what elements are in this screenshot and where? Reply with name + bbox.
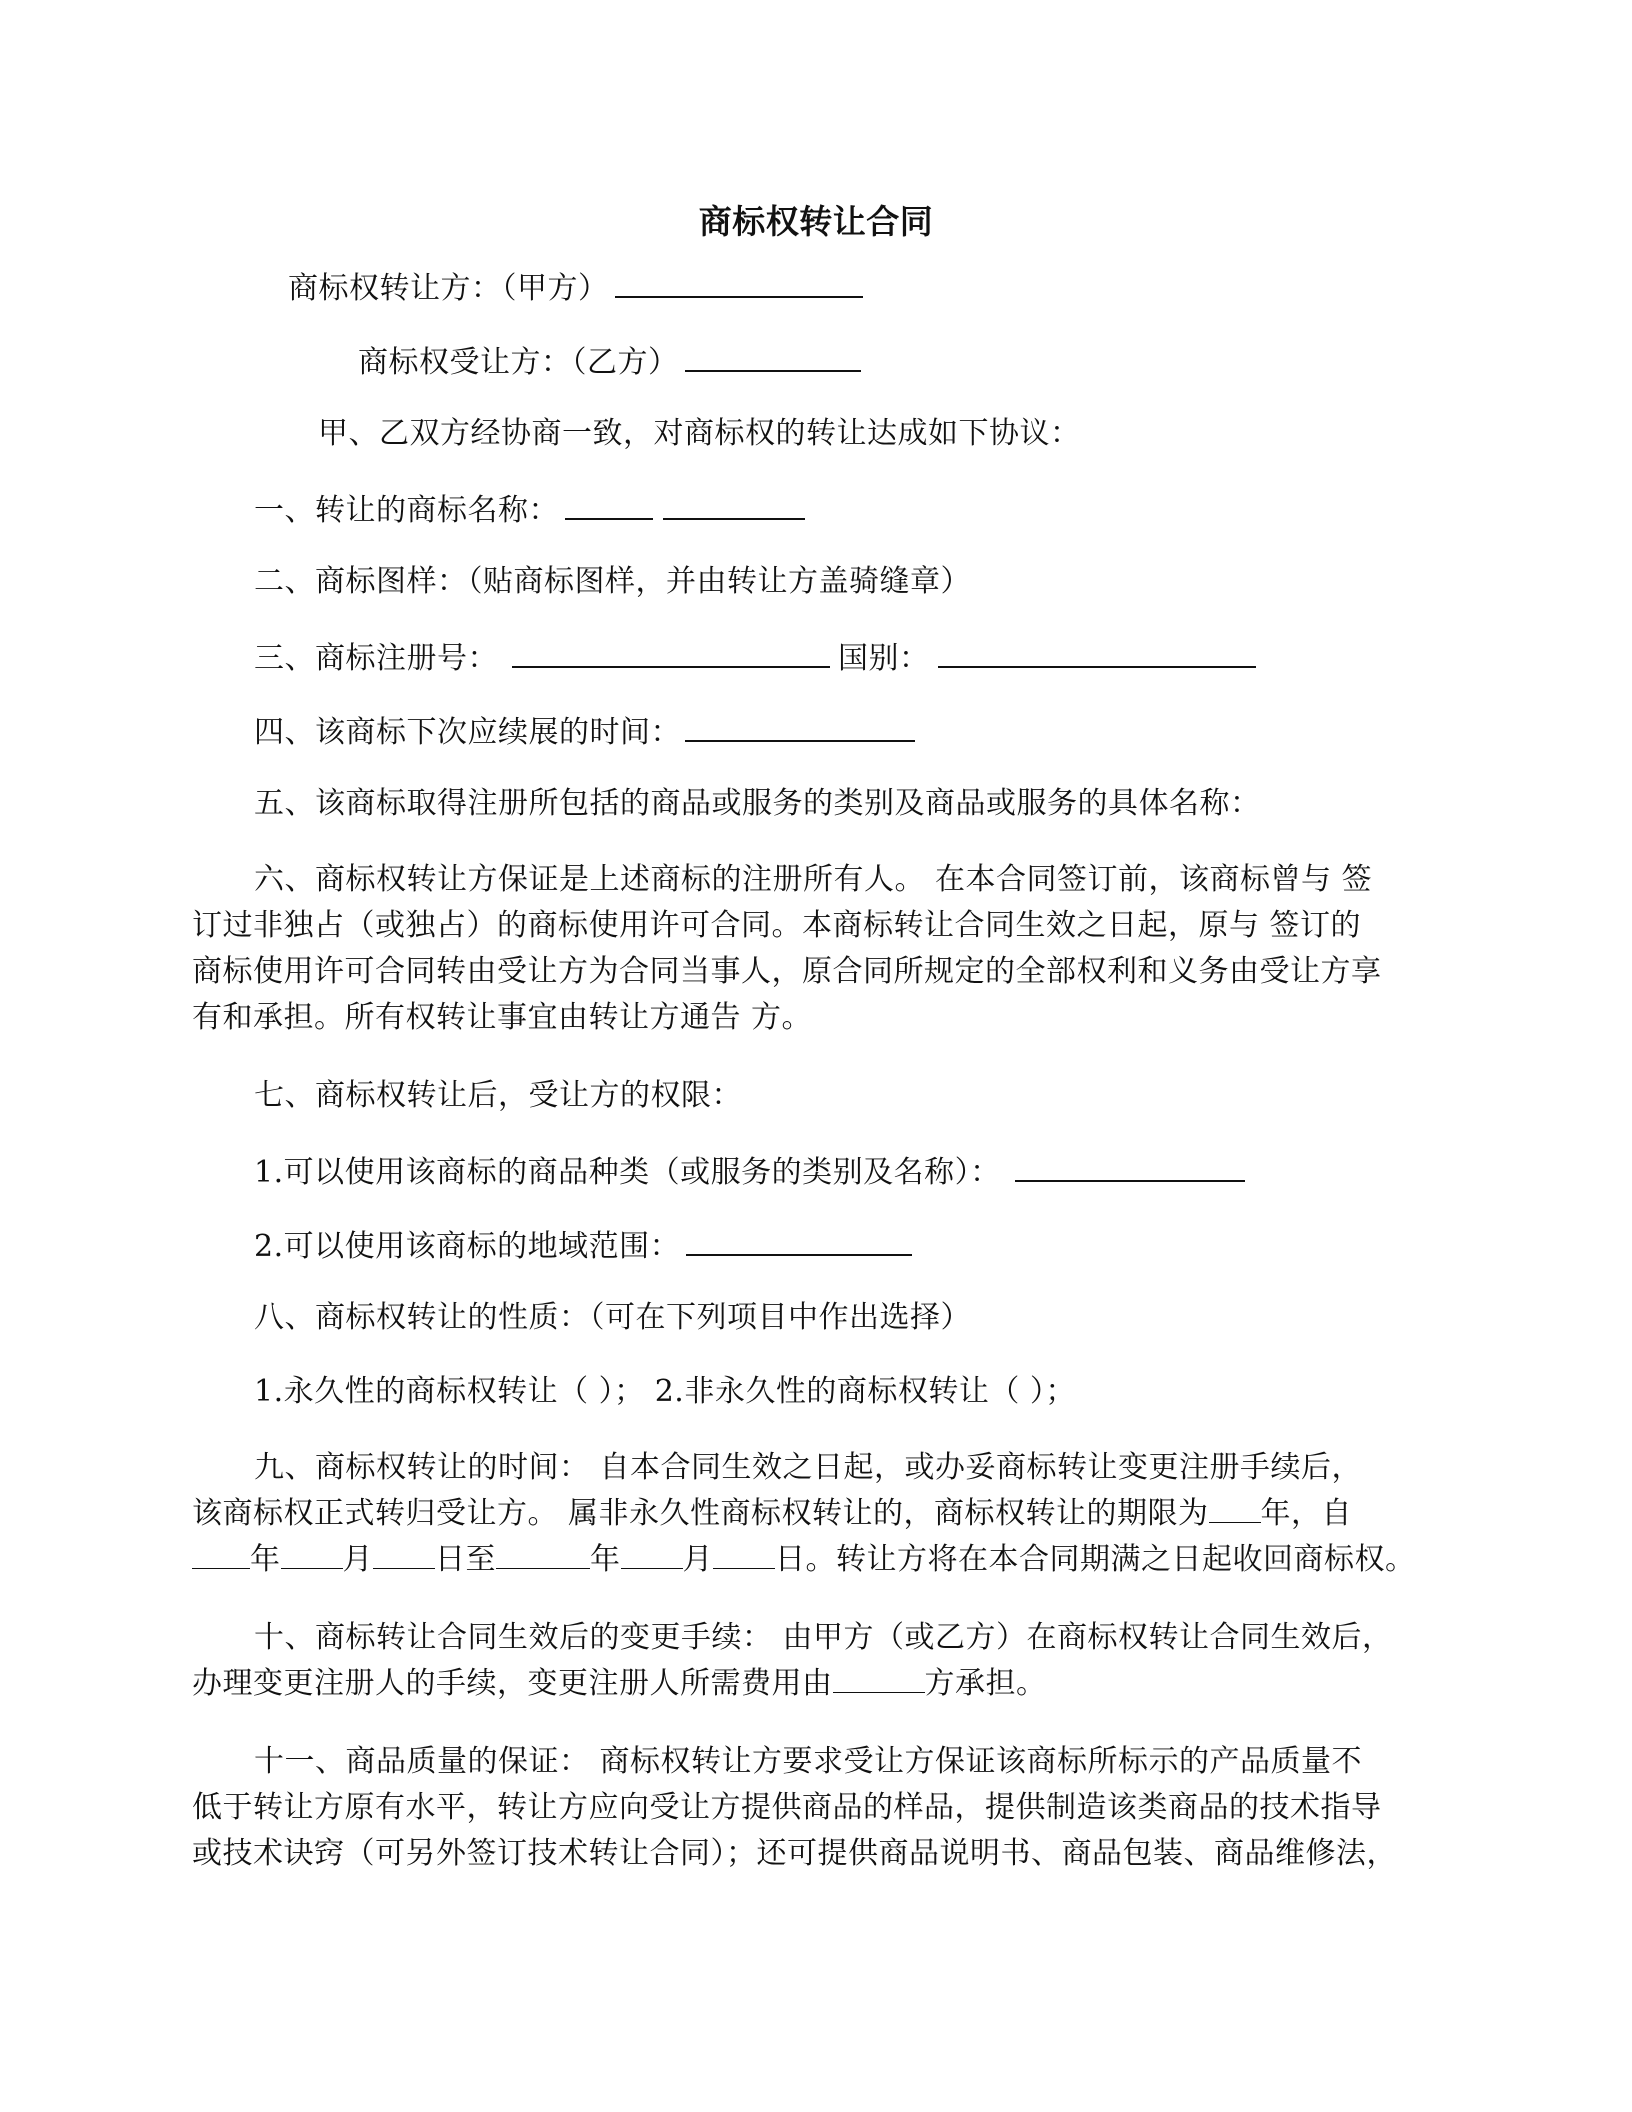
clause-9-line-2 xyxy=(192,1496,1352,1532)
transferee-line xyxy=(358,342,861,381)
clause-10-line-2-end: 方承担。 xyxy=(924,1666,1047,1701)
document-title: 商标权转让合同 xyxy=(698,202,934,241)
clause-9-line-3-end: 日。转让方将在本合同期满之日起收回商标权。 xyxy=(775,1542,1416,1577)
clause-6-line-1: 六、商标权转让方保证是上述商标的注册所有人。 在本合同签订前，该商标曾与 签 xyxy=(254,862,1373,897)
transferor-label: 商标权转让方：（甲方） xyxy=(288,271,609,306)
clause-6-line-4: 有和承担。所有权转让事宜由转让方通告 方。 xyxy=(192,1000,813,1035)
clause-9-line-2-text: 该商标权正式转归受让方。 属非永久性商标权转让的，商标权转让的期限为 xyxy=(192,1496,1209,1531)
clause-1-text: 一、转让的商标名称： xyxy=(254,493,559,528)
country-label: 国别： xyxy=(838,641,930,676)
day-to-label: 日至 xyxy=(435,1542,496,1577)
clause-8-options: 1.永久性的商标权转让（ ）； 2.非永久性的商标权转让（ ）； xyxy=(254,1374,1076,1409)
trademark-name-blank-2[interactable] xyxy=(663,490,805,520)
fee-payer-blank[interactable] xyxy=(833,1666,925,1693)
month-label-1: 月 xyxy=(342,1542,373,1577)
start-month-blank[interactable] xyxy=(281,1542,343,1569)
country-blank[interactable] xyxy=(938,638,1256,668)
clause-10-line-2 xyxy=(192,1666,1047,1702)
clause-7-item-2 xyxy=(254,1226,912,1265)
clause-1 xyxy=(254,490,805,529)
clause-9-line-3 xyxy=(192,1542,1416,1578)
clause-3-text: 三、商标注册号： xyxy=(254,641,498,676)
region-scope-blank[interactable] xyxy=(686,1226,912,1256)
clause-6-line-3: 商标使用许可合同转由受让方为合同当事人，原合同所规定的全部权利和义务由受让方享 xyxy=(192,954,1382,989)
goods-category-blank[interactable] xyxy=(1015,1152,1245,1182)
clause-10-line-1: 十、商标转让合同生效后的变更手续： 由甲方（或乙方）在商标权转让合同生效后， xyxy=(254,1620,1393,1655)
end-month-blank[interactable] xyxy=(621,1542,683,1569)
clause-7-item-2-text: 2.可以使用该商标的地域范围： xyxy=(254,1229,681,1264)
month-label-2: 月 xyxy=(682,1542,713,1577)
year-label-2: 年 xyxy=(590,1542,621,1577)
clause-3 xyxy=(254,638,1256,677)
term-years-blank[interactable] xyxy=(1209,1496,1261,1523)
clause-4-text: 四、该商标下次应续展的时间： xyxy=(254,715,681,750)
transferor-blank[interactable] xyxy=(615,268,863,298)
intro-text: 甲、乙双方经协商一致，对商标权的转让达成如下协议： xyxy=(318,416,1081,451)
registration-number-blank[interactable] xyxy=(512,638,830,668)
clause-11-line-1: 十一、商品质量的保证： 商标权转让方要求受让方保证该商标所标示的产品质量不 xyxy=(254,1744,1363,1779)
clause-11-line-2: 低于转让方原有水平，转让方应向受让方提供商品的样品，提供制造该类商品的技术指导 xyxy=(192,1790,1382,1825)
transferor-line xyxy=(288,268,863,307)
clause-2: 二、商标图样：（贴商标图样，并由转让方盖骑缝章） xyxy=(254,564,971,599)
clause-7-item-1 xyxy=(254,1152,1245,1191)
clause-9-line-1: 九、商标权转让的时间： 自本合同生效之日起，或办妥商标转让变更注册手续后， xyxy=(254,1450,1363,1485)
clause-9-line-2-end: 年，自 xyxy=(1260,1496,1353,1531)
clause-5: 五、该商标取得注册所包括的商品或服务的类别及商品或服务的具体名称： xyxy=(254,786,1261,821)
clause-11-line-3: 或技术诀窍（可另外签订技术转让合同）；还可提供商品说明书、商品包装、商品维修法， xyxy=(192,1836,1397,1871)
trademark-name-blank-1[interactable] xyxy=(565,490,653,520)
start-year-blank[interactable] xyxy=(192,1542,250,1569)
clause-4 xyxy=(254,712,915,751)
clause-7-item-1-text: 1.可以使用该商标的商品种类（或服务的类别及名称）： xyxy=(254,1155,1001,1190)
transferee-blank[interactable] xyxy=(685,342,861,372)
start-day-blank[interactable] xyxy=(373,1542,435,1569)
clause-6-line-2: 订过非独占（或独占）的商标使用许可合同。本商标转让合同生效之日起，原与 签订的 xyxy=(192,908,1362,943)
year-label-1: 年 xyxy=(250,1542,281,1577)
clause-10-line-2-text: 办理变更注册人的手续，变更注册人所需费用由 xyxy=(192,1666,833,1701)
transferee-label: 商标权受让方：（乙方） xyxy=(358,345,679,380)
renewal-date-blank[interactable] xyxy=(685,712,915,742)
end-day-blank[interactable] xyxy=(713,1542,775,1569)
clause-7: 七、商标权转让后，受让方的权限： xyxy=(254,1078,742,1113)
clause-8: 八、商标权转让的性质：（可在下列项目中作出选择） xyxy=(254,1300,971,1335)
end-year-blank[interactable] xyxy=(496,1542,590,1569)
